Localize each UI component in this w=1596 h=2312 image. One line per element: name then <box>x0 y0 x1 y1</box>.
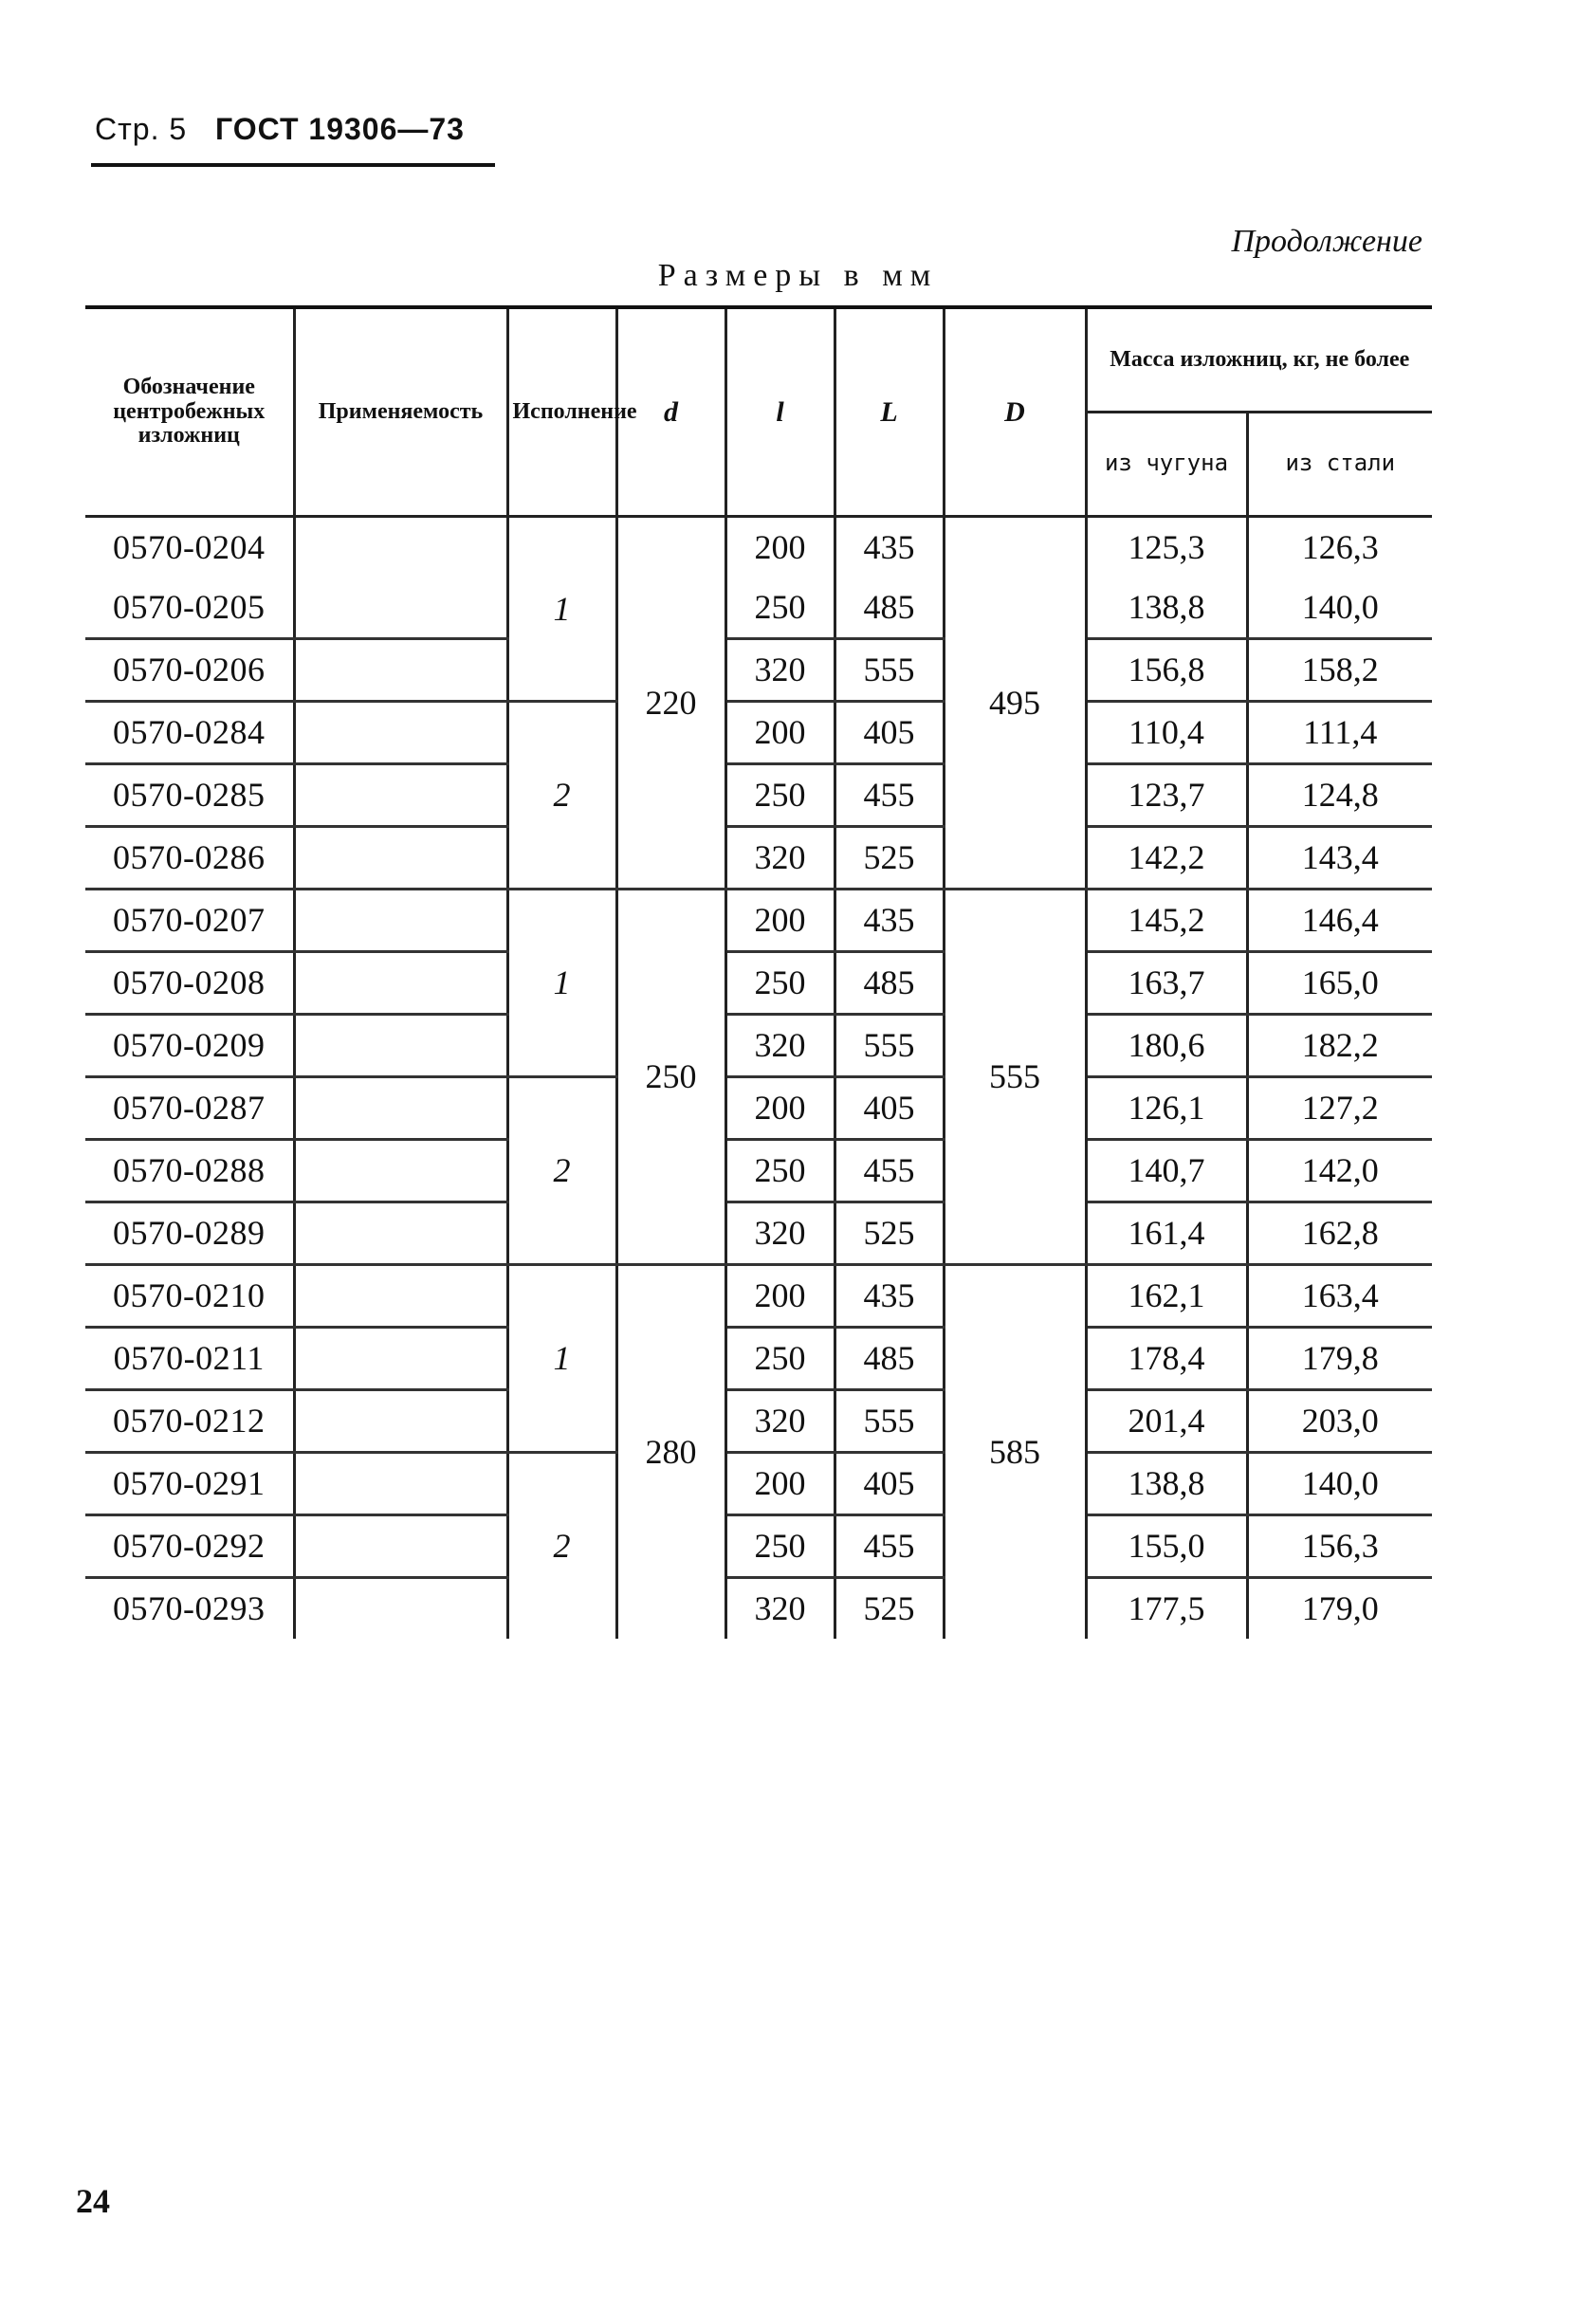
mass-iron-cell: 201,4 <box>1086 1389 1247 1452</box>
mass-steel-cell: 143,4 <box>1247 826 1432 889</box>
L-cell: 525 <box>835 1577 944 1639</box>
l-cell: 320 <box>725 1389 835 1452</box>
mass-iron-cell: 126,1 <box>1086 1076 1247 1139</box>
L-cell: 525 <box>835 1202 944 1264</box>
header-designation: Обозначение центробежных изложниц <box>85 307 294 516</box>
mass-iron-cell: 178,4 <box>1086 1327 1247 1389</box>
applicability-cell <box>294 951 507 1014</box>
applicability-cell <box>294 578 507 639</box>
l-cell: 200 <box>725 889 835 951</box>
applicability-cell <box>294 1202 507 1264</box>
table-row <box>85 701 1432 763</box>
applicability-cell <box>294 638 507 701</box>
mass-iron-cell: 145,2 <box>1086 889 1247 951</box>
designation-cell: 0570-0206 <box>85 638 294 701</box>
continuation-label: Продолжение <box>1231 224 1422 259</box>
L-cell: 455 <box>835 763 944 826</box>
units-caption: Размеры в мм <box>657 258 939 293</box>
L-cell: 455 <box>835 1514 944 1577</box>
applicability-cell <box>294 1452 507 1514</box>
mass-iron-cell: 138,8 <box>1086 1452 1247 1514</box>
l-cell: 320 <box>725 1577 835 1639</box>
applicability-cell <box>294 763 507 826</box>
applicability-cell <box>294 1514 507 1577</box>
table-row <box>85 638 1432 701</box>
mass-steel-cell: 179,0 <box>1301 1589 1379 1627</box>
L-cell: 555 <box>835 638 944 701</box>
header-l: l <box>725 307 835 516</box>
header-applicability: Применяемость <box>294 307 507 516</box>
l-cell: 250 <box>725 1327 835 1389</box>
mass-iron-cell: 156,8 <box>1086 638 1247 701</box>
L-cell: 405 <box>835 1452 944 1514</box>
l-cell: 250 <box>725 951 835 1014</box>
table-row <box>85 1264 1432 1327</box>
applicability-cell <box>294 1327 507 1389</box>
mass-iron-cell: 138,8 <box>1086 578 1247 639</box>
table-row <box>85 1076 1432 1139</box>
D-cell: 495 <box>944 516 1086 889</box>
L-cell: 435 <box>835 516 944 578</box>
designation-cell: 0570-0291 <box>85 1452 294 1514</box>
L-cell: 435 <box>835 889 944 951</box>
table-row <box>85 1202 1432 1264</box>
applicability-cell <box>294 701 507 763</box>
applicability-cell <box>294 1577 507 1639</box>
applicability-cell <box>294 1389 507 1452</box>
l-cell: 250 <box>725 1139 835 1202</box>
header-mass-group: Масса изложниц, кг, не более <box>1086 307 1432 412</box>
l-cell: 250 <box>725 578 835 639</box>
table-row <box>85 1139 1432 1202</box>
mass-iron-cell: 162,1 <box>1086 1264 1247 1327</box>
l-cell: 200 <box>725 1076 835 1139</box>
mass-iron-cell: 161,4 <box>1086 1202 1247 1264</box>
table-row <box>85 763 1432 826</box>
L-cell: 435 <box>835 1264 944 1327</box>
mass-steel-cell: 182,2 <box>1247 1014 1432 1076</box>
l-cell: 200 <box>725 701 835 763</box>
table-row <box>85 516 1432 578</box>
table-row <box>85 826 1432 889</box>
version-cell: 1 <box>507 1264 616 1452</box>
designation-cell: 0570-0208 <box>85 951 294 1014</box>
l-cell: 250 <box>725 763 835 826</box>
table-row <box>85 951 1432 1014</box>
l-cell: 320 <box>725 1202 835 1264</box>
L-cell: 555 <box>835 1389 944 1452</box>
applicability-cell <box>294 1014 507 1076</box>
version-cell: 1 <box>507 516 616 701</box>
table-row <box>85 1014 1432 1076</box>
applicability-cell <box>294 516 507 578</box>
version-cell: 2 <box>507 701 616 889</box>
mass-iron-cell: 142,2 <box>1086 826 1247 889</box>
mass-steel-cell: 162,8 <box>1247 1202 1432 1264</box>
designation-cell: 0570-0204 <box>85 516 294 578</box>
L-cell: 455 <box>835 1139 944 1202</box>
header-L: L <box>835 307 944 516</box>
table-row <box>85 1389 1432 1452</box>
running-head <box>95 112 465 147</box>
table-row <box>85 1452 1432 1514</box>
designation-cell: 0570-0209 <box>85 1014 294 1076</box>
mass-steel-cell: 142,0 <box>1247 1139 1432 1202</box>
L-cell: 555 <box>835 1014 944 1076</box>
designation-cell: 0570-0211 <box>85 1327 294 1389</box>
applicability-cell <box>294 826 507 889</box>
mass-steel-cell: 179,8 <box>1247 1327 1432 1389</box>
mass-steel-cell: 140,0 <box>1247 1452 1432 1514</box>
mass-iron-cell: 110,4 <box>1086 701 1247 763</box>
L-cell: 525 <box>835 826 944 889</box>
mass-iron-cell: 163,7 <box>1086 951 1247 1014</box>
designation-cell: 0570-0293 <box>85 1577 294 1639</box>
mass-iron-cell: 125,3 <box>1086 516 1247 578</box>
mass-iron-cell: 180,6 <box>1086 1014 1247 1076</box>
designation-cell: 0570-0288 <box>85 1139 294 1202</box>
applicability-cell <box>294 889 507 951</box>
L-cell: 405 <box>835 1076 944 1139</box>
designation-cell: 0570-0207 <box>85 889 294 951</box>
designation-cell: 0570-0284 <box>85 701 294 763</box>
designation-cell: 0570-0286 <box>85 826 294 889</box>
l-cell: 320 <box>725 1014 835 1076</box>
designation-cell: 0570-0205 <box>85 578 294 639</box>
version-cell: 2 <box>507 1452 616 1639</box>
applicability-cell <box>294 1264 507 1327</box>
designation-cell: 0570-0292 <box>85 1514 294 1577</box>
mass-steel-cell: 156,3 <box>1247 1514 1432 1577</box>
applicability-cell <box>294 1076 507 1139</box>
D-cell: 585 <box>944 1264 1086 1639</box>
mass-steel-cell: 140,0 <box>1247 578 1432 639</box>
mass-steel-cell: 163,4 <box>1247 1264 1432 1327</box>
d-cell: 250 <box>616 889 725 1264</box>
mass-steel-cell: 111,4 <box>1247 701 1432 763</box>
header-d: d <box>616 307 725 516</box>
table-row <box>85 1514 1432 1577</box>
l-cell: 250 <box>725 1514 835 1577</box>
designation-cell: 0570-0285 <box>85 763 294 826</box>
d-cell: 220 <box>616 516 725 889</box>
header-version: Исполнение <box>507 307 616 516</box>
ingot-mould-table <box>85 305 1432 1639</box>
applicability-cell <box>294 1139 507 1202</box>
header-mass-cast-iron: из чугуна <box>1086 412 1247 516</box>
mass-steel-cell: 165,0 <box>1247 951 1432 1014</box>
header-rule <box>91 163 495 167</box>
designation-cell: 0570-0287 <box>85 1076 294 1139</box>
mass-steel-cell: 158,2 <box>1247 638 1432 701</box>
mass-iron-cell: 140,7 <box>1086 1139 1247 1202</box>
header-D: D <box>944 307 1086 516</box>
page-label: Стр. 5 <box>95 112 188 146</box>
mass-steel-cell: 127,2 <box>1247 1076 1432 1139</box>
header-mass-steel: из стали <box>1247 412 1432 516</box>
D-cell: 555 <box>944 889 1086 1264</box>
standard-number: ГОСТ 19306—73 <box>215 112 465 146</box>
table-row <box>85 1577 1432 1639</box>
l-cell: 320 <box>725 826 835 889</box>
d-cell: 280 <box>616 1264 725 1639</box>
l-cell: 200 <box>725 516 835 578</box>
designation-cell: 0570-0289 <box>85 1202 294 1264</box>
page-number: 24 <box>76 2182 110 2220</box>
designation-cell: 0570-0212 <box>85 1389 294 1452</box>
mass-steel-cell: 203,0 <box>1247 1389 1432 1452</box>
designation-cell: 0570-0210 <box>85 1264 294 1327</box>
l-cell: 200 <box>725 1452 835 1514</box>
L-cell: 485 <box>835 951 944 1014</box>
mass-steel-cell: 124,8 <box>1247 763 1432 826</box>
L-cell: 485 <box>835 1327 944 1389</box>
table-row <box>85 889 1432 951</box>
l-cell: 320 <box>725 638 835 701</box>
mass-iron-cell: 123,7 <box>1086 763 1247 826</box>
version-cell: 2 <box>507 1076 616 1264</box>
l-cell: 200 <box>725 1264 835 1327</box>
mass-steel-cell: 146,4 <box>1247 889 1432 951</box>
version-cell: 1 <box>507 889 616 1076</box>
L-cell: 405 <box>835 701 944 763</box>
table-row <box>85 578 1432 639</box>
mass-iron-cell: 155,0 <box>1086 1514 1247 1577</box>
L-cell: 485 <box>835 578 944 639</box>
table-row <box>85 1327 1432 1389</box>
mass-steel-cell: 126,3 <box>1301 528 1379 566</box>
mass-iron-cell: 177,5 <box>1086 1577 1247 1639</box>
